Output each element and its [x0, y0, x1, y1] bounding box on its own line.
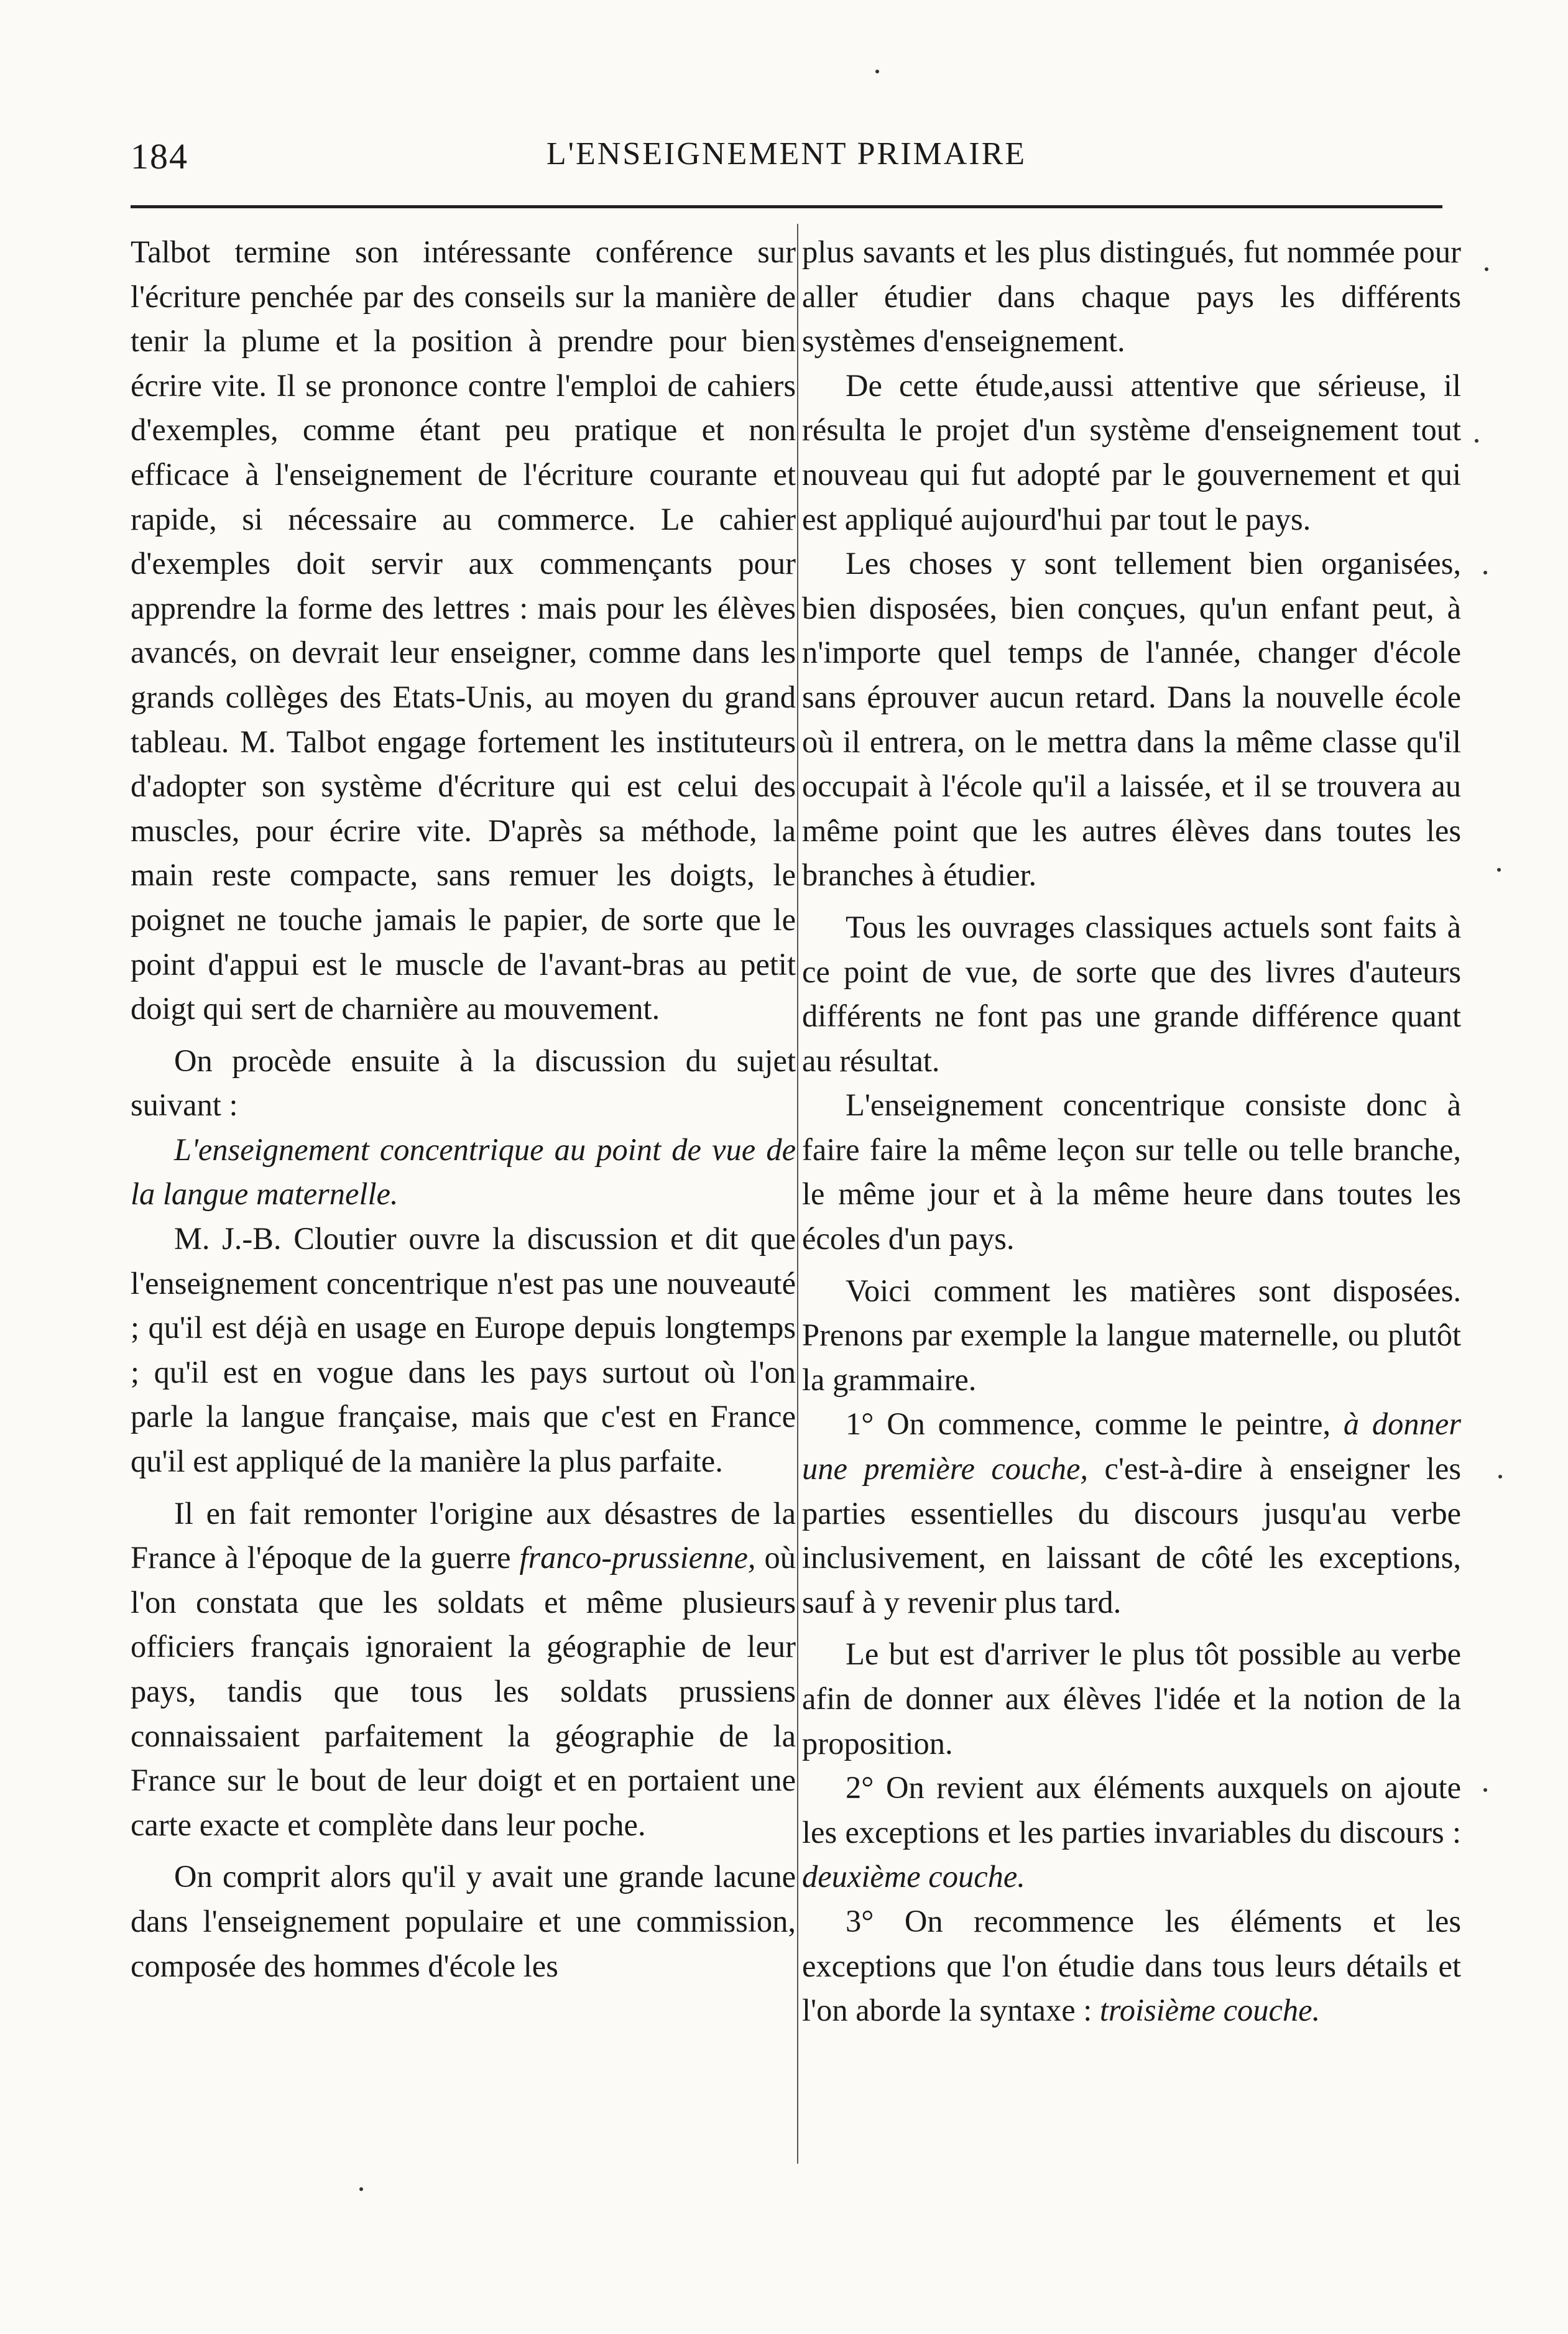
ink-speck [1483, 1788, 1487, 1792]
paragraph: On comprit alors qu'il y avait une grande lacune dans l'enseignement populaire et une commission, composée des hommes d'école les [131, 1859, 796, 1983]
paragraph [802, 1402, 1461, 1625]
text-run: c'est-à-dire à enseigner les parties essentielles du discours jusqu'au verbe inclusivement, en laissant de côté les exceptions, sauf à y revenir plus tard. [802, 1451, 1461, 1620]
ink-speck [1475, 439, 1478, 443]
paragraph: Le but est d'arriver le plus tôt possible au verbe afin de donner aux élèves l'idée et la notion de la proposition. [802, 1636, 1461, 1761]
paragraph: L'enseignement concentrique consiste donc à faire faire la même leçon sur telle ou telle branche, le même jour et à la même heure dans toutes les écoles d'un pays. [802, 1087, 1461, 1257]
header-rule [131, 205, 1442, 208]
emphasis-text: deuxième couche. [802, 1859, 1025, 1894]
paragraph: Tous les ouvrages classiques actuels sont faits à ce point de vue, de sorte que des livres d'auteurs différents ne font pas une grande différence quant au résultat. [802, 909, 1461, 1078]
left-column [131, 230, 796, 1988]
paragraph: On procède ensuite à la discussion du sujet suivant : [131, 1043, 796, 1123]
paragraph [802, 1899, 1461, 2033]
paragraph: M. J.-B. Cloutier ouvre la discussion et dit que l'enseignement concentrique n'est pas une nouveauté ; qu'il est déjà en usage en Europe depuis longtemps ; qu'il est en vogue dans les pays surtout où l'on parle la langue française, mais que c'est en France qu'il est appliqué de la manière la plus parfaite. [131, 1221, 796, 1479]
emphasis-text: franco-prussienne, [519, 1540, 756, 1575]
text-run: 2° On revient aux éléments auxquels on ajoute les exceptions et les parties invariables du discours : [802, 1770, 1461, 1850]
paragraph [802, 1766, 1461, 1899]
paragraph [131, 1492, 796, 1848]
ink-speck [875, 70, 879, 73]
discussion-topic: L'enseignement concentrique au point de vue de la langue maternelle. [131, 1132, 796, 1212]
text-run: 3° On recommence les éléments et les exceptions que l'on étudie dans tous leurs détails et l'on aborde la syntaxe : [802, 1903, 1461, 2028]
page-header [131, 136, 1442, 191]
ink-speck [1497, 868, 1501, 872]
page-number: 184 [131, 136, 188, 177]
paragraph: plus savants et les plus distingués, fut nommée pour aller étudier dans chaque pays les différents systèmes d'enseignement. [802, 234, 1461, 359]
text-run: où l'on constata que les soldats et même plusieurs officiers français ignoraient la géographie de leur pays, tandis que tous les soldats prussiens connaissaient parfaitement la géographie de la France sur le bout de leur doigt et en portaient une carte exacte et complète dans leur poche. [131, 1540, 796, 1842]
emphasis-text: troisième couche. [1099, 1993, 1321, 2028]
ink-speck [1498, 1475, 1502, 1478]
column-divider [797, 224, 798, 2164]
paragraph: Les choses y sont tellement bien organisées, bien disposées, bien conçues, qu'un enfant peut, à n'importe quel temps de l'année, changer d'école sans éprouver aucun retard. Dans la nouvelle école où il entrera, on le mettra dans la même classe qu'il occupait à l'école qu'il a laissée, et il se trouvera au même point que les autres élèves dans toutes les branches à étudier. [802, 546, 1461, 893]
ink-speck [1483, 571, 1487, 574]
paragraph: Voici comment les matières sont disposées. Prenons par exemple la langue maternelle, ou plutôt la grammaire. [802, 1273, 1461, 1397]
paragraph: De cette étude,aussi attentive que sérieuse, il résulta le projet d'un système d'enseignement tout nouveau qui fut adopté par le gouvernement et qui est appliqué aujourd'hui par tout le pays. [802, 367, 1461, 537]
text-run: Il en fait remonter l'origine aux désastres de la France à l'époque de la guerre [131, 1495, 796, 1575]
ink-speck [359, 2187, 363, 2191]
right-column [802, 230, 1461, 2033]
emphasis-text: à donner une première couche, [802, 1406, 1461, 1487]
running-title: L'ENSEIGNEMENT PRIMAIRE [546, 136, 1027, 172]
text-run: 1° On commence, comme le peintre, [846, 1406, 1344, 1442]
paragraph: Talbot termine son intéressante conférence sur l'écriture penchée par des conseils sur la manière de tenir la plume et la position à prendre pour bien écrire vite. Il se prononce contre l'emploi de cahiers d'exemples, comme étant peu pratique et non efficace à l'enseignement de l'écriture courante et rapide, si nécessaire au commerce. Le cahier d'exemples doit servir aux commençants pour apprendre la forme des lettres : mais pour les élèves avancés, on devrait leur enseigner, comme dans les grands collèges des Etats-Unis, au moyen du grand tableau. M. Talbot engage fortement les instituteurs d'adopter son système d'écriture qui est celui des muscles, pour écrire vite. D'après sa méthode, la main reste compacte, sans remuer les doigts, le poignet ne touche jamais le papier, de sorte que le point d'appui est le muscle de l'avant-bras au petit doigt qui sert de charnière au mouvement. [131, 234, 796, 1026]
ink-speck [1485, 267, 1488, 271]
